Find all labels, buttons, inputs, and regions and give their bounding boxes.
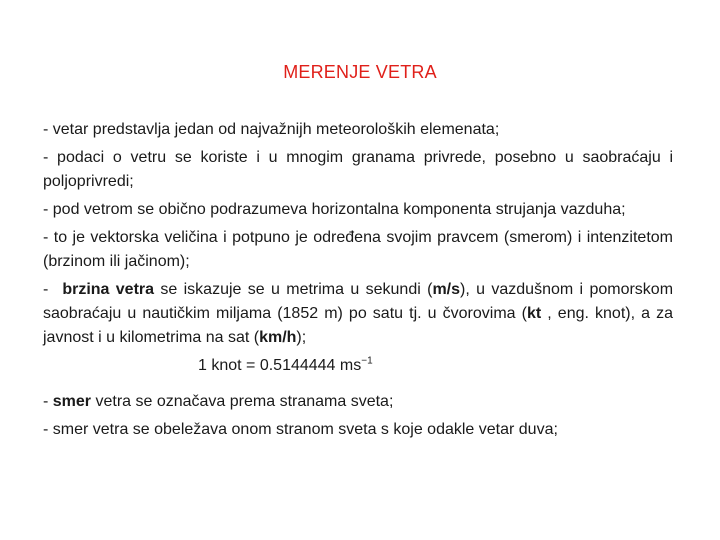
bullet-3: - pod vetrom se obično podrazumeva horizontalna komponenta strujanja vazduha; [43, 201, 626, 218]
bullet-6-bold-smer: smer [52, 393, 92, 410]
bullet-5-text-4: ); [296, 329, 307, 346]
bullet-5-text-1: se iskazuje se u metrima u sekundi ( [154, 281, 433, 298]
bullet-5-bold-kmh: km/h [259, 329, 297, 346]
bullet-6-text: vetra se označava prema stranama sveta; [91, 393, 394, 410]
bullet-1: - vetar predstavlja jedan od najvažnijh meteoroloških elemenata; [43, 121, 500, 138]
slide-content [43, 118, 673, 446]
bullet-5-bold-kt: kt [526, 305, 542, 322]
slide-title: MERENJE VETRA [283, 62, 437, 82]
bullet-6-dash: - [43, 393, 53, 410]
knot-formula-text: 1 knot = 0.5144444 ms [198, 357, 362, 374]
bullet-5-bold-brzina: brzina vetra [62, 281, 155, 298]
bullet-5-bold-ms: m/s [432, 281, 461, 298]
bullet-5-text-3: , eng. knot), a za javnost i u kilometrima na sat ( [43, 305, 674, 346]
knot-formula [43, 354, 673, 386]
bullet-5-text-2: ), u vazdušnom i pomorskom saobraćaju u nautičkim miljama (1852 m) po satu tj. u čvorovima ( [43, 281, 674, 322]
bullet-7: - smer vetra se obeležava onom stranom sveta s koje odakle vetar duva; [43, 421, 558, 438]
bullet-5-dash: - [43, 281, 49, 298]
knot-formula-exponent: −1 [361, 355, 373, 367]
bullet-4: - to je vektorska veličina i potpuno je određena svojim pravcem (smerom) i intenzitetom (brzinom ili jačinom); [43, 229, 673, 270]
bullet-2: - podaci o vetru se koriste i u mnogim granama privrede, posebno u saobraćaju i poljoprivredi; [43, 149, 673, 190]
bullet-6 [43, 390, 673, 414]
bullet-5 [43, 278, 673, 350]
